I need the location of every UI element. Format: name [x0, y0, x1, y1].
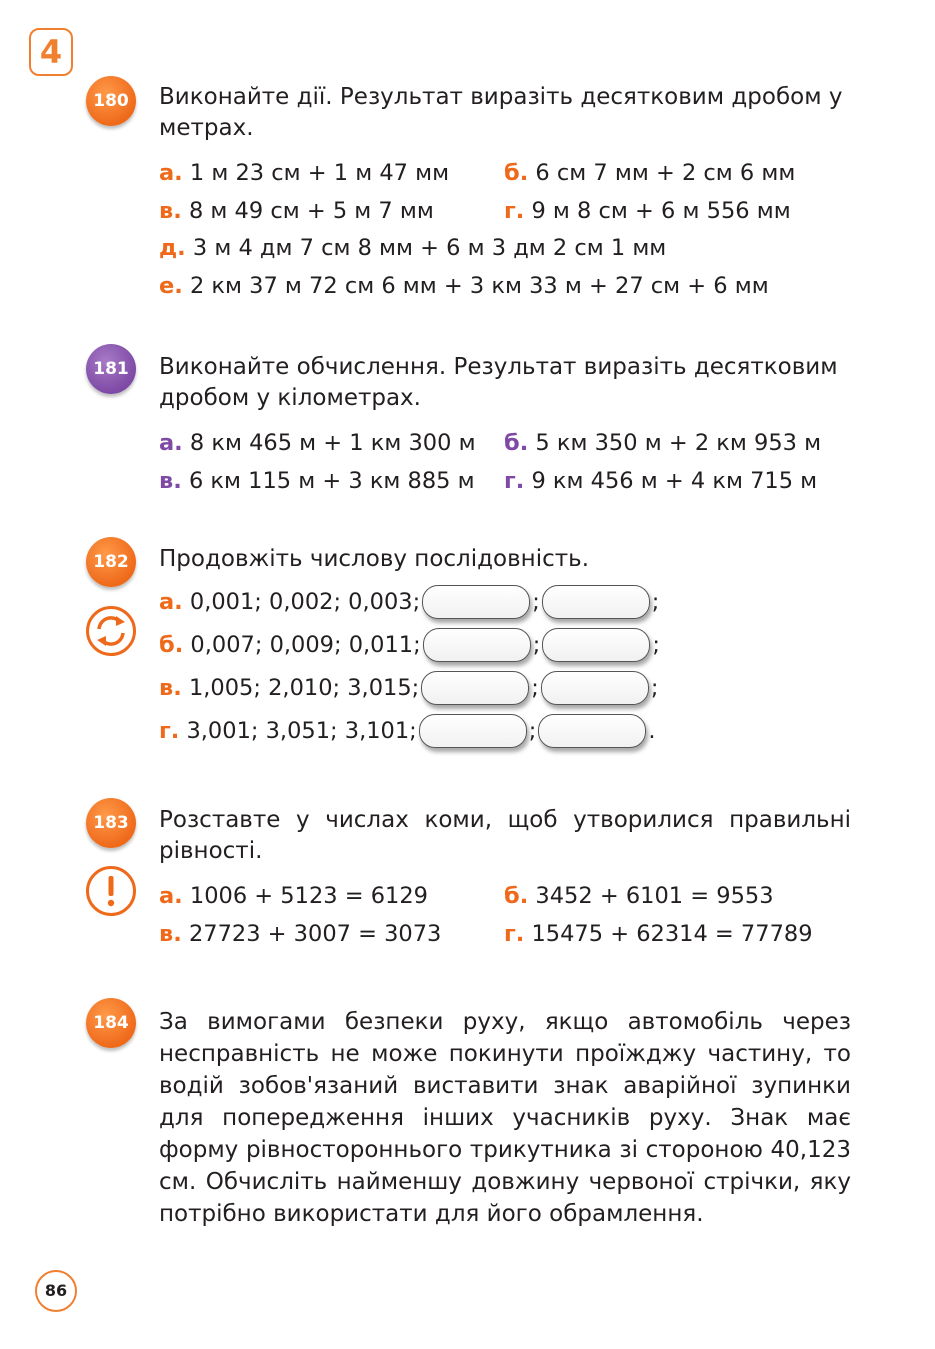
item-label: г.: [159, 718, 180, 744]
task-182-item-a: [159, 582, 659, 622]
item-label: б.: [504, 883, 529, 909]
item-sequence: 3,001; 3,051; 3,101;: [186, 718, 417, 744]
item-expression: 5 км 350 м + 2 км 953 м: [535, 430, 822, 456]
answer-box[interactable]: [419, 714, 527, 748]
separator: ;: [652, 632, 660, 658]
cycle-arrows-icon: [86, 606, 136, 656]
answer-box[interactable]: [422, 585, 530, 619]
item-label: д.: [159, 235, 186, 261]
answer-box[interactable]: [542, 585, 650, 619]
item-equation: 3452 + 6101 = 9553: [535, 883, 774, 909]
answer-box[interactable]: [542, 628, 650, 662]
item-sequence: 1,005; 2,010; 3,015;: [188, 675, 420, 701]
item-expression: 1 м 23 см + 1 м 47 мм: [189, 160, 450, 186]
item-equation: 27723 + 3007 = 3073: [188, 921, 442, 947]
period: .: [648, 718, 656, 744]
item-label: б.: [504, 430, 529, 456]
answer-box[interactable]: [538, 714, 646, 748]
separator: ;: [531, 675, 539, 701]
task-183-item-a: [159, 881, 428, 911]
item-label: г.: [504, 921, 525, 947]
item-expression: 2 км 37 м 72 см 6 мм + 3 км 33 м + 27 см + 6 мм: [189, 273, 769, 299]
item-label: а.: [159, 883, 183, 909]
task-183-text: Розставте у числах коми, щоб утворилися правильні рівності.: [159, 807, 851, 864]
task-181-item-d: [504, 466, 817, 496]
item-label: г.: [504, 198, 525, 224]
item-sequence: 0,007; 0,009; 0,011;: [190, 632, 421, 658]
task-180-item-f: [159, 271, 769, 301]
task-182-item-d: [159, 711, 656, 751]
task-180-item-b: [504, 158, 795, 188]
task-181-text: Виконайте обчислення. Результат виразіть десятковим дробом у кілометрах.: [159, 354, 838, 411]
item-expression: 9 км 456 м + 4 км 715 м: [531, 468, 818, 494]
task-180-item-c: [159, 196, 434, 226]
task-180-text: Виконайте дії. Результат виразіть десятковим дробом у метрах.: [159, 84, 843, 141]
task-182-item-c: [159, 668, 658, 708]
item-expression: 6 см 7 мм + 2 см 6 мм: [535, 160, 796, 186]
task-183-item-b: [504, 881, 774, 911]
item-label: в.: [159, 921, 182, 947]
task-number-181: 181: [86, 344, 136, 394]
item-sequence: 0,001; 0,002; 0,003;: [189, 589, 421, 615]
item-expression: 8 км 465 м + 1 км 300 м: [189, 430, 476, 456]
task-183-item-d: [504, 919, 813, 949]
item-equation: 1006 + 5123 = 6129: [189, 883, 428, 909]
item-label: в.: [159, 675, 182, 701]
item-label: а.: [159, 430, 183, 456]
item-expression: 3 м 4 дм 7 см 8 мм + 6 м 3 дм 2 см 1 мм: [192, 235, 667, 261]
item-equation: 15475 + 62314 = 77789: [531, 921, 813, 947]
task-number-184: 184: [86, 998, 136, 1048]
item-expression: 6 км 115 м + 3 км 885 м: [188, 468, 475, 494]
item-expression: 8 м 49 см + 5 м 7 мм: [188, 198, 434, 224]
task-number-182: 182: [86, 537, 136, 587]
answer-box[interactable]: [541, 671, 649, 705]
item-label: в.: [159, 198, 182, 224]
task-180-item-d: [504, 196, 791, 226]
item-label: а.: [159, 589, 183, 615]
task-181-item-a: [159, 428, 476, 458]
exclamation-icon: [86, 866, 136, 916]
item-label: е.: [159, 273, 183, 299]
task-180-item-e: [159, 233, 666, 263]
task-184-text: За вимогами безпеки руху, якщо автомобіль через несправність не може покинути проїжджу частину, то водій зобов'язаний виставити знак аварійної зупинки для попередження інших учасників руху. Знак має форму рівностороннього трикутника зі стороною 40,123 см. Обчисліть найменшу довжину червоної стрічки, яку потрібно використати для його обрамлення.: [159, 1009, 851, 1227]
task-182-item-b: [159, 625, 660, 665]
item-label: в.: [159, 468, 182, 494]
page-number: 86: [35, 1270, 77, 1312]
item-label: б.: [504, 160, 529, 186]
separator: ;: [650, 675, 659, 701]
item-label: б.: [159, 632, 184, 658]
task-180-item-a: [159, 158, 449, 188]
answer-box[interactable]: [423, 628, 531, 662]
separator: ;: [532, 632, 541, 658]
separator: ;: [651, 589, 660, 615]
task-181-item-c: [159, 466, 475, 496]
task-181-item-b: [504, 428, 821, 458]
task-number-183: 183: [86, 798, 136, 848]
separator: ;: [532, 589, 540, 615]
item-label: а.: [159, 160, 183, 186]
answer-box[interactable]: [421, 671, 529, 705]
chapter-badge: 4: [29, 28, 73, 76]
task-183-item-c: [159, 919, 441, 949]
item-label: г.: [504, 468, 525, 494]
separator: ;: [528, 718, 537, 744]
task-182-text: Продовжіть числову послідовність.: [159, 546, 590, 572]
item-expression: 9 м 8 см + 6 м 556 мм: [531, 198, 791, 224]
task-number-180: 180: [86, 76, 136, 126]
